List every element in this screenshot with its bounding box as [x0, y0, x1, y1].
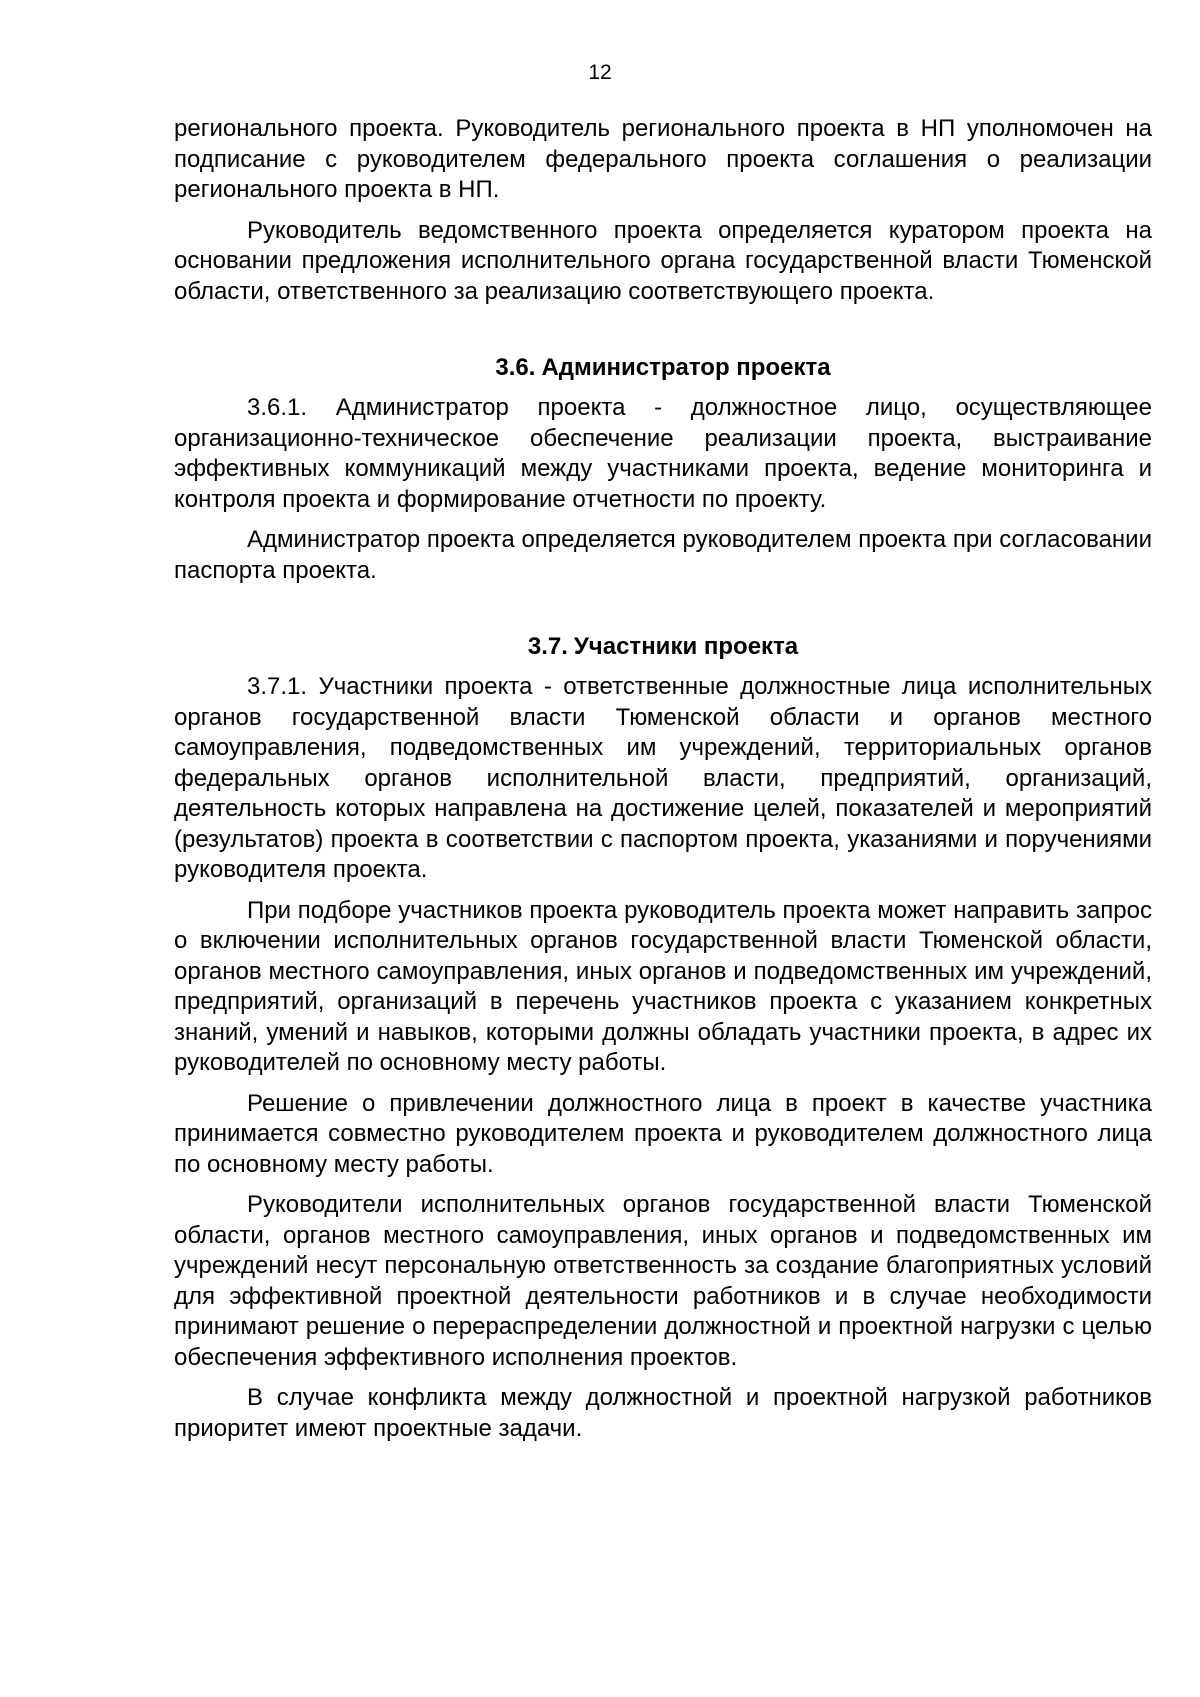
- page-number: 12: [588, 61, 612, 84]
- section-number: 3.6.: [495, 354, 536, 381]
- paragraph-continuation: регионального проекта. Руководитель регионального проекта в НП уполномочен на подписание с руководителем федерального проекта соглашения о реализации регионального проекта в НП.: [174, 115, 1152, 203]
- paragraph-conflict-priority: В случае конфликта между должностной и проектной нагрузкой работников приоритет имеют проектные задачи.: [174, 1384, 1152, 1442]
- paragraph-3-7-1: 3.7.1. Участники проекта - ответственные должностные лица исполнительных органов государственной власти Тюменской области и органов местного самоуправления, подведомственных им учреждений, территориальных органов федеральных органов исполнительной власти, предприятий, организаций, деятельность которых направлена на достижение целей, показателей и мероприятий (результатов) проекта в соответствии с паспортом проекта, указаниями и поручениями руководителя проекта.: [174, 673, 1152, 883]
- paragraph-3-6-1: 3.6.1. Администратор проекта - должностное лицо, осуществляющее организационно-техническое обеспечение реализации проекта, выстраивание эффективных коммуникаций между участниками проекта, ведение мониторинга и контроля проекта и формирование отчетности по проекту.: [174, 394, 1152, 513]
- section-heading-3-7: [174, 632, 1152, 662]
- paragraph-heads-responsibility: Руководители исполнительных органов государственной власти Тюменской области, органов местного самоуправления, иных органов и подведомственных им учреждений несут персональную ответственность за создание благоприятных условий для эффективной проектной деятельности работников и в случае необходимости принимают решение о перераспределении должностной и проектной нагрузки с целью обеспечения эффективного исполнения проектов.: [174, 1191, 1152, 1371]
- paragraph-admin-appointment: Администратор проекта определяется руководителем проекта при согласовании паспорта проекта.: [174, 526, 1152, 584]
- paragraph-participant-selection: При подборе участников проекта руководитель проекта может направить запрос о включении исполнительных органов государственной власти Тюменской области, органов местного самоуправления, иных органов и подведомственных им учреждений, предприятий, организаций в перечень участников проекта с указанием конкретных знаний, умений и навыков, которыми должны обладать участники проекта, в адрес их руководителей по основному месту работы.: [174, 896, 1152, 1076]
- paragraph-department-project-head: Руководитель ведомственного проекта определяется куратором проекта на основании предложения исполнительного органа государственной власти Тюменской области, ответственного за реализацию соответствующего проекта.: [174, 216, 1152, 305]
- section-title: Администратор проекта: [541, 354, 831, 381]
- section-title: Участники проекта: [573, 633, 799, 660]
- section-number: 3.7.: [527, 633, 568, 660]
- section-heading-3-6: [174, 353, 1152, 383]
- document-body: [174, 114, 1152, 1454]
- paragraph-participant-decision: Решение о привлечении должностного лица в проект в качестве участника принимается совместно руководителем проекта и руководителем должностного лица по основному месту работы.: [174, 1089, 1152, 1178]
